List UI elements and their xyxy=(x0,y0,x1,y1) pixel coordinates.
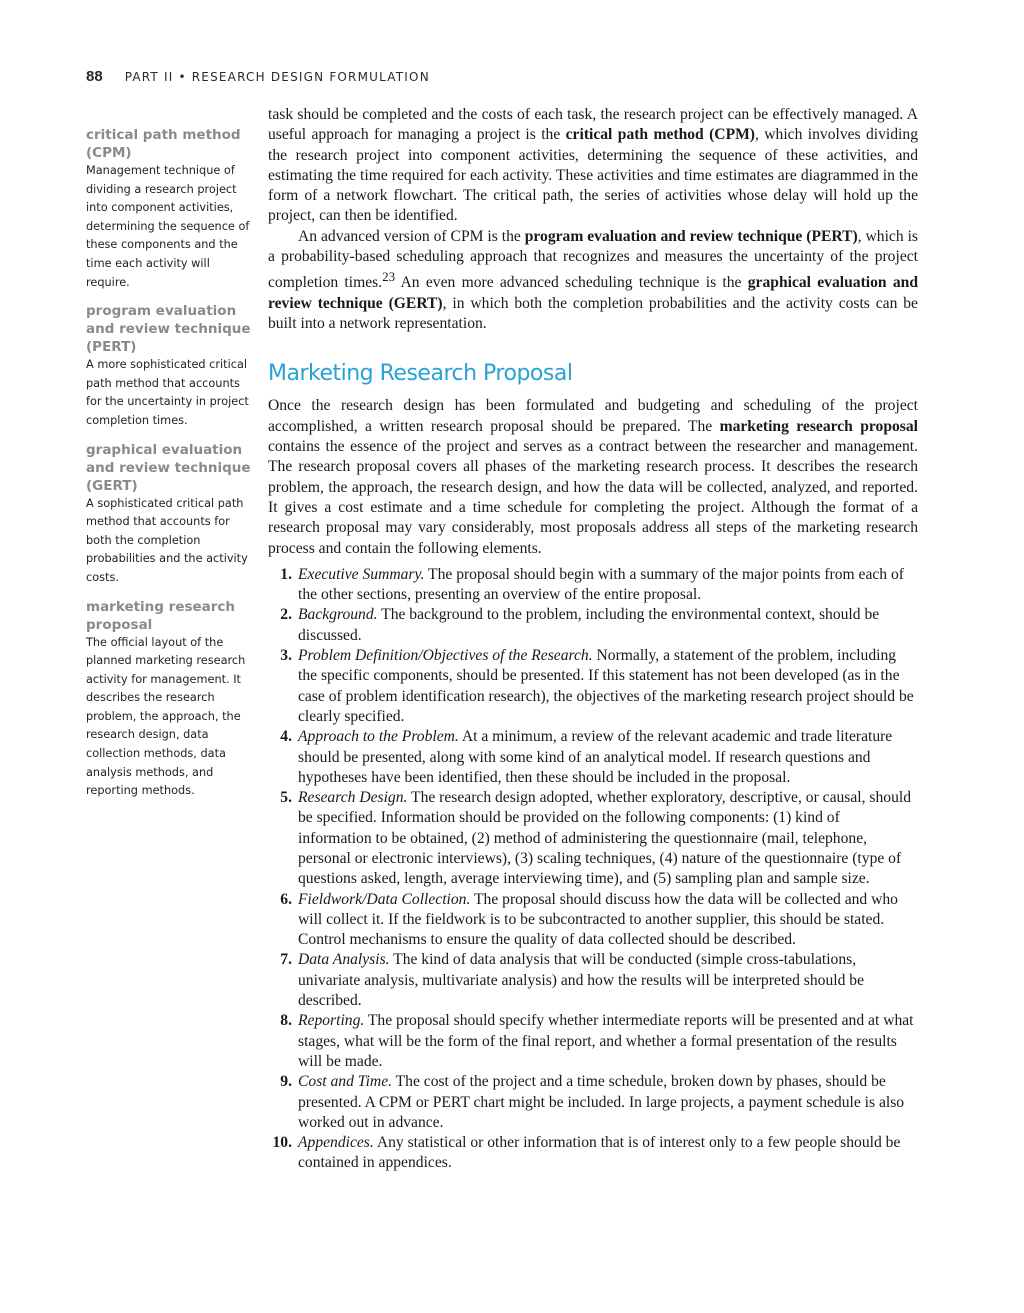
list-item-text: Any statistical or other information that is of interest only to a few people should be contained in appendices. xyxy=(298,1134,901,1172)
glossary-entry xyxy=(86,302,252,430)
glossary-sidebar xyxy=(86,126,252,811)
key-term-pert: program evaluation and review technique (PERT) xyxy=(524,227,858,245)
list-item-title: Appendices. xyxy=(298,1134,374,1152)
list-item-text: The proposal should discuss how the data will be collected and who will collect it. If the fieldwork is to be subcontracted to another supplier, this should be stated. Control mechanisms to ensure the quality of data collected should be described. xyxy=(298,890,898,949)
list-item-title: Data Analysis. xyxy=(298,951,390,969)
glossary-term: critical path method (CPM) xyxy=(86,127,241,161)
paragraph-cpm xyxy=(268,105,918,227)
glossary-entry xyxy=(86,441,252,588)
text-run: contains the essence of the project and serves as a contract between the researcher and management. The research proposal covers all phases of the marketing research process. It describes the research problem, the approach, the research design, and how the data will be collected, analyzed, and reported. It gives a cost estimate and a time schedule for completing the project. Although the format of a research proposal may vary considerably, most proposals address all steps of the marketing research process and contain the following elements. xyxy=(268,438,918,557)
list-number: 10. xyxy=(272,1134,292,1152)
list-number: 5. xyxy=(280,789,292,807)
list-item-text: The research design adopted, whether exploratory, descriptive, or causal, should be specified. Information should be provided on the following components: (1) kind of information to be obtained, (2) method of administering the questionnaire (mail, telephone, personal or electronic interviews), (3) scaling techniques, (4) nature of the questionnaire (type of questions asked, length, average interviewing time), and (5) sampling plan and sample size. xyxy=(298,789,912,888)
list-number: 6. xyxy=(280,890,292,908)
list-item-body xyxy=(298,1072,915,1133)
list-item-text: The cost of the project and a time schedule, broken down by phases, should be presented. A CPM or PERT chart might be included. In large projects, a payment schedule is also worked out in advance. xyxy=(298,1073,905,1131)
glossary-definition: Management technique of dividing a research project into component activities, determining the sequence of these components and the time each activity will require. xyxy=(86,164,250,289)
list-item-title: Reporting. xyxy=(298,1012,365,1030)
list-item-body xyxy=(298,1133,915,1174)
list-item-text: The kind of data analysis that will be conducted (simple cross-tabulations, univariate analysis, multivariate analysis) and how the results will be interpreted should be described. xyxy=(298,951,864,1010)
text-run: An even more advanced scheduling technique is the xyxy=(395,274,748,292)
list-item xyxy=(268,1011,918,1072)
glossary-term: program evaluation and review technique (PERT) xyxy=(86,303,251,356)
proposal-elements-list xyxy=(268,565,918,1174)
running-head: PART II • RESEARCH DESIGN FORMULATION xyxy=(124,70,430,84)
text-run: Once the research design has been formulated and budgeting and scheduling of the project accomplished, a written research proposal should be prepared. The xyxy=(268,397,918,435)
footnote-ref: 23 xyxy=(382,269,396,285)
list-item xyxy=(268,727,918,788)
list-number: 1. xyxy=(280,565,292,583)
glossary-entry xyxy=(86,126,252,292)
paragraph-pert-gert xyxy=(268,227,918,335)
text-run: , in which both the completion probabilities and the activity costs can be built into a network representation. xyxy=(268,294,918,333)
list-item-body xyxy=(298,565,915,606)
list-item-body xyxy=(298,646,915,727)
list-number: 3. xyxy=(280,647,292,665)
list-item-text: The proposal should begin with a summary of the major points from each of the other sections, presenting an overview of the entire proposal. xyxy=(298,565,904,604)
glossary-definition: A sophisticated critical path method that accounts for both the completion probabilities and the activity costs. xyxy=(86,496,248,584)
list-item xyxy=(268,565,918,606)
list-number: 9. xyxy=(280,1073,292,1091)
list-item-title: Research Design. xyxy=(298,789,408,807)
glossary-definition: The official layout of the planned marketing research activity for management. It describes the research problem, the approach, the research design, data collection methods, data analysis methods, and reporting methods. xyxy=(86,635,246,798)
list-item xyxy=(268,950,918,1011)
list-item-text: The proposal should specify whether intermediate reports will be presented and at what stages, what will be the form of the final report, and whether a formal presentation of the results will be made. xyxy=(298,1012,914,1070)
text-run: , which is a probability-based scheduling approach that recognizes and measures the uncertainty of the project completion times. xyxy=(268,227,918,292)
list-item xyxy=(268,605,918,646)
list-item xyxy=(268,1133,918,1174)
main-text xyxy=(268,105,918,1174)
list-item-title: Cost and Time. xyxy=(298,1073,393,1091)
list-item-text: Normally, a statement of the problem, including the specific components, should be presented. If this statement has not been developed (as in the case of problem identification research), the objectives of the marketing research project should be clearly specified. xyxy=(298,647,914,725)
text-run: task should be completed and the costs of each task, the research project can be effectively managed. A useful approach for managing a project is the xyxy=(268,106,918,144)
list-item-text: At a minimum, a review of the relevant academic and trade literature should be presented, along with some kind of an analytical model. If research questions and hypotheses have been identified, then these should be included in the proposal. xyxy=(298,728,893,786)
list-item xyxy=(268,890,918,951)
text-run: , which involves dividing the research project into component activities, determining the sequence of these activities, and estimating the time required for each activity. These activities and time estimates are diagrammed in the form of a network flowchart. The critical path, the series of activities whose delay will hold up the project, can then be identified. xyxy=(268,126,918,225)
list-item xyxy=(268,1072,918,1133)
section-heading: Marketing Research Proposal xyxy=(268,361,573,387)
list-number: 2. xyxy=(280,606,292,624)
page-number: 88 xyxy=(86,68,103,85)
list-number: 7. xyxy=(280,951,292,969)
paragraph-proposal xyxy=(268,396,918,558)
list-item-title: Fieldwork/Data Collection. xyxy=(298,890,471,908)
list-number: 8. xyxy=(280,1012,292,1030)
text-run: An advanced version of CPM is the xyxy=(298,227,525,245)
list-item-body xyxy=(298,727,915,788)
glossary-definition: A more sophisticated critical path method that accounts for the uncertainty in project completion times. xyxy=(86,358,249,427)
page-header xyxy=(86,68,430,88)
list-item-title: Problem Definition/Objectives of the Research. xyxy=(298,647,593,665)
list-item-body xyxy=(298,890,915,951)
list-item-body xyxy=(298,788,915,889)
list-number: 4. xyxy=(280,728,292,746)
glossary-term: graphical evaluation and review technique (GERT) xyxy=(86,441,251,494)
list-item-title: Executive Summary. xyxy=(298,565,425,583)
list-item-text: The background to the problem, including the environmental context, should be discussed. xyxy=(298,606,880,644)
list-item-body xyxy=(298,950,915,1011)
list-item-body xyxy=(298,605,915,646)
key-term-gert: graphical evaluation and review technique (GERT) xyxy=(268,274,918,312)
key-term-proposal: marketing research proposal xyxy=(719,417,919,435)
list-item xyxy=(268,788,918,889)
key-term-cpm: critical path method (CPM) xyxy=(565,126,756,144)
glossary-term: marketing research proposal xyxy=(86,598,236,633)
list-item-title: Background. xyxy=(298,606,378,624)
glossary-entry xyxy=(86,598,252,801)
list-item xyxy=(268,646,918,727)
list-item-body xyxy=(298,1011,915,1072)
list-item-title: Approach to the Problem. xyxy=(298,728,459,746)
